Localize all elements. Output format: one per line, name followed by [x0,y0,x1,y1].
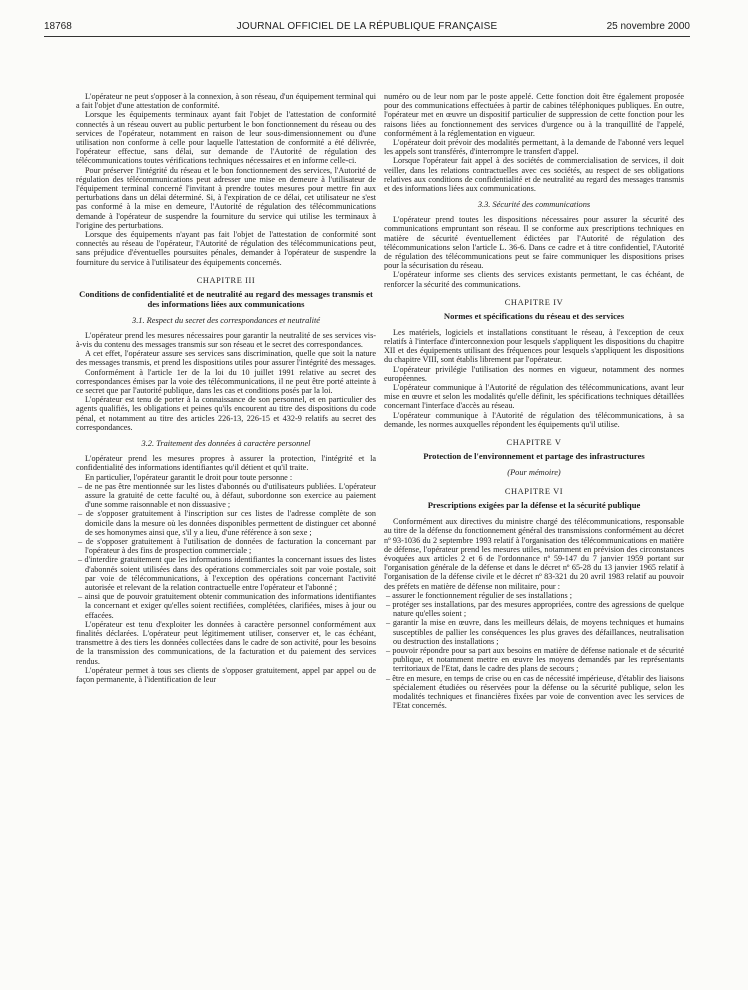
paragraph: L'opérateur permet à tous ses clients de s'opposer gratuitement, appel par appel ou de façon permanente, à l'identification de leur [76,665,376,684]
paragraph: En particulier, l'opérateur garantit le droit pour toute personne : [85,472,293,482]
paragraph: L'opérateur doit prévoir des modalités permettant, à la demande de l'abonné vers lequel les appels sont transférés, d'interrompre le transfert d'appel. [384,138,684,157]
page-header [44,20,690,34]
paragraph: L'opérateur informe ses clients des services existants permettant, le cas échéant, de renforcer la sécurité des communications. [384,270,684,289]
section-heading: 3.2. Traitement des données à caractère personnel [141,439,311,449]
list-item: – être en mesure, en temps de crise ou en cas de nécessité impérieuse, d'établir des liaisons spécialement étudiées ou réservées pour la défense ou la sécurité publique, selon les modalités techniques et financières fixées par voie de convention avec les services de l'Etat concernés. [386,673,684,711]
paragraph: A cet effet, l'opérateur assure ses services sans discrimination, quelle que soit la nature des messages transmis, et prend les dispositions utiles pour assurer l'intégrité des messages. [76,349,376,368]
chapter-label: CHAPITRE IV [504,297,564,307]
paragraph: L'opérateur communique à l'Autorité de régulation des télécommunications, avant leur mise en œuvre et selon les modalités qu'elle définit, les spécifications techniques détaillées concernant l'interface d'accès au réseau. [384,383,684,411]
paragraph: L'opérateur prend toutes les dispositions nécessaires pour assurer la sécurité des communications empruntant son réseau. Il se conforme aux prescriptions techniques en matière de sécurité éventuellement édictées par l'Autorité de régulation des télécommunications selon l'article L. 36-6. Dans ce cadre et à titre confidentiel, l'Autorité de régulation des télécommunications peut se faire communiquer les dispositions prises pour la sécurisation du réseau. [384,215,684,271]
paragraph: L'opérateur privilégie l'utilisation des normes en vigueur, notamment des normes européennes. [384,364,684,383]
memo-note: (Pour mémoire) [507,468,561,478]
list-item: – pouvoir répondre pour sa part aux besoins en matière de défense nationale et de sécurité publique, et notamment mettre en œuvre les moyens demandés par les représentants territoriaux de l'Etat, dans le cadre des plans de secours ; [386,645,684,674]
list-item: – de ne pas être mentionnée sur les listes d'abonnés ou d'utilisateurs publiées. L'opérateur assure la gratuité de cette faculté ou, à défaut, subordonne son exercice au paiement d'une somme raisonnable et non dissuasive ; [78,481,376,510]
chapter-label: CHAPITRE III [196,275,256,285]
paragraph: Pour préserver l'intégrité du réseau et le bon fonctionnement des services, l'Autorité de régulation des télécommunications peut adresser une mise en demeure à l'utilisateur de l'équipement terminal concerné l'invitant à prendre toutes mesures pour mettre fin aux perturbations dans un délai déterminé. Si, à l'expiration de ce délai, cet utilisateur ne s'est pas conformé à la mise en demeure, l'Autorité de régulation des télécommunications demande à l'opérateur de suspendre la fourniture du service qui utilise les terminaux à l'origine des perturbations. [76,165,376,230]
paragraph: Conformément à l'article 1er de la loi du 10 juillet 1991 relative au secret des correspondances émises par la voie des télécommunications, il ne peut être porté atteinte à ce secret que par l'autorité publique, dans les cas et conditions posés par la loi. [76,367,376,396]
paragraph: numéro ou de leur nom par le poste appelé. Cette fonction doit être également proposée pour des communications effectuées à partir de cabines téléphoniques publiques. En outre, l'opérateur met en œuvre un dispositif particulier de suppression de cette fonction pour les raisons liées au fonctionnement des services d'urgence ou à la tranquillité de l'appelé, conformément à la réglementation en vigueur. [384,92,684,138]
chapter-title: Prescriptions exigées par la défense et la sécurité publique [427,500,641,511]
list-item: – protéger ses installations, par des mesures appropriées, contre des agressions de quelque nature qu'elles soient ; [386,599,684,619]
paragraph: Conformément aux directives du ministre chargé des télécommunications, responsable au titre de la défense du fonctionnement général des transmissions conformément au décret nº 93-1036 du 2 septembre 1993 relatif à l'organisation des télécommunications en matière de défense, l'opérateur prend les mesures utiles, notamment en prévision des circonstances évoquées aux articles 2 et 6 de l'ordonnance nº 59-147 du 7 janvier 1959 portant sur l'organisation générale de la défense et dans le décret nº 65-28 du 13 janvier 1965 relatif à l'organisation de la défense civile et le décret nº 83-321 du 20 avril 1983 relatif au pouvoir des préfets en matière de défense non militaire, pour : [384,517,684,591]
page-number: 18768 [44,21,72,32]
paragraph: Lorsque des équipements n'ayant pas fait l'objet de l'attestation de conformité sont connectés au réseau de l'opérateur, l'Autorité de régulation des télécommunications peut, sans préjudice d'éventuelles poursuites pénales, demander à l'opérateur de suspendre la fourniture du service à l'utilisateur des équipements concernés. [76,230,376,267]
list-item: – de s'opposer gratuitement à l'inscription sur ces listes de l'adresse complète de son domicile dans la mesure où les données disponibles permettent de distinguer cet abonné de ses homonymes ainsi que, s'il y a lieu, d'une référence à son sexe ; [78,509,376,537]
list-item: – garantir la mise en œuvre, dans les meilleurs délais, de moyens techniques et humains susceptibles de pallier les conséquences les plus graves des défaillances, neutralisation ou destruction des installations ; [386,618,684,646]
list-item: – ainsi que de pouvoir gratuitement obtenir communication des informations identifiantes la concernant et exiger qu'elles soient rectifiées, complétées, clarifiées, mises à jour ou effacées. [78,592,376,620]
left-column [76,92,376,984]
chapter-title: Protection de l'environnement et partage des infrastructures [423,451,645,462]
paragraph: L'opérateur est tenu d'exploiter les données à caractère personnel conformément aux finalités déclarées. L'opérateur peut légitimement utiliser, conserver et, le cas échéant, transmettre à des tiers les données collectées dans le cadre de son activité, pour les besoins de la transmission des communications, de la facturation et du paiement des services rendus. [76,619,376,666]
section-heading: 3.1. Respect du secret des correspondances et neutralité [132,315,320,325]
chapter-title: Normes et spécifications du réseau et des services [443,310,625,321]
defense-measures-list [384,591,684,711]
chapter-title: Conditions de confidentialité et de neutralité au regard des messages transmis et des informations liées aux communications [79,288,373,309]
paragraph: L'opérateur ne peut s'opposer à la connexion, à son réseau, d'un équipement terminal qui a fait l'objet d'une attestation de conformité. [76,92,376,111]
chapter-label: CHAPITRE V [506,438,562,448]
paragraph: Les matériels, logiciels et installations constituant le réseau, à l'exception de ceux relatifs à l'interface d'interconnexion pour lesquels s'appliquent les dispositions du chapitre XII et des équipements utilisant des fréquences pour lesquels s'appliquent les dispositions du chapitre VIII, sont établis librement par l'opérateur. [384,327,684,365]
paragraph: L'opérateur communique à l'Autorité de régulation des télécommunications, à sa demande, les normes auxquelles répondent les équipements qu'il utilise. [384,410,684,429]
rights-list [76,482,376,620]
paragraph: L'opérateur prend les mesures nécessaires pour garantir la neutralité de ses services vis-à-vis du contenu des messages transmis sur son réseau et le secret des correspondances. [76,330,376,350]
publication-date: 25 novembre 2000 [606,21,690,32]
paragraph: Lorsque l'opérateur fait appel à des sociétés de commercialisation de services, il doit veiller, dans les relations contractuelles avec ces sociétés, au respect de ses obligations relatives aux conditions de confidentialité et de neutralité au regard des messages transmis et des informations liées aux communications. [384,156,684,194]
paragraph: L'opérateur est tenu de porter à la connaissance de son personnel, et en particulier des agents qualifiés, les obligations et peines qu'ils encourent au titre des dispositions du code pénal, et notamment au titre des articles 226-13, 226-15 et 432-9 relatifs au secret des correspondances. [76,395,376,432]
header-rule [44,36,690,37]
list-item: – assurer le fonctionnement régulier de ses installations ; [386,590,572,600]
right-column [384,92,684,984]
list-item: – de s'opposer gratuitement à l'utilisation de données de facturation la concernant par l'opérateur à des fins de prospection commerciale ; [78,536,376,556]
list-item: – d'interdire gratuitement que les informations identifiantes la concernant issues des listes d'abonnés soient utilisées dans des opérations commerciales soit par voie postale, soit par voie de télécommunications, à l'exception des opérations concernant l'activité autorisée et relevant de la relation contractuelle entre l'opérateur et l'abonné ; [78,555,376,592]
paragraph: Lorsque les équipements terminaux ayant fait l'objet de l'attestation de conformité connectés à un réseau ouvert au public perturbent le bon fonctionnement du réseau ou des services de l'opérateur, notamment en raison de leur sous-dimensionnement ou d'une utilisation non conforme à celle pour laquelle l'attestation de conformité a été délivrée, l'opérateur effectue, sans délai, sur demande de l'Autorité de régulation des télécommunications toutes vérifications techniques nécessaires et en informe celle-ci. [76,110,376,166]
chapter-label: CHAPITRE VI [504,487,564,497]
journal-title: JOURNAL OFFICIEL DE LA RÉPUBLIQUE FRANÇAISE [236,21,498,32]
paragraph: L'opérateur prend les mesures propres à assurer la protection, l'intégrité et la confidentialité des informations identifiantes qu'il détient et qu'il traite. [76,454,376,473]
section-heading: 3.3. Sécurité des communications [477,200,591,210]
